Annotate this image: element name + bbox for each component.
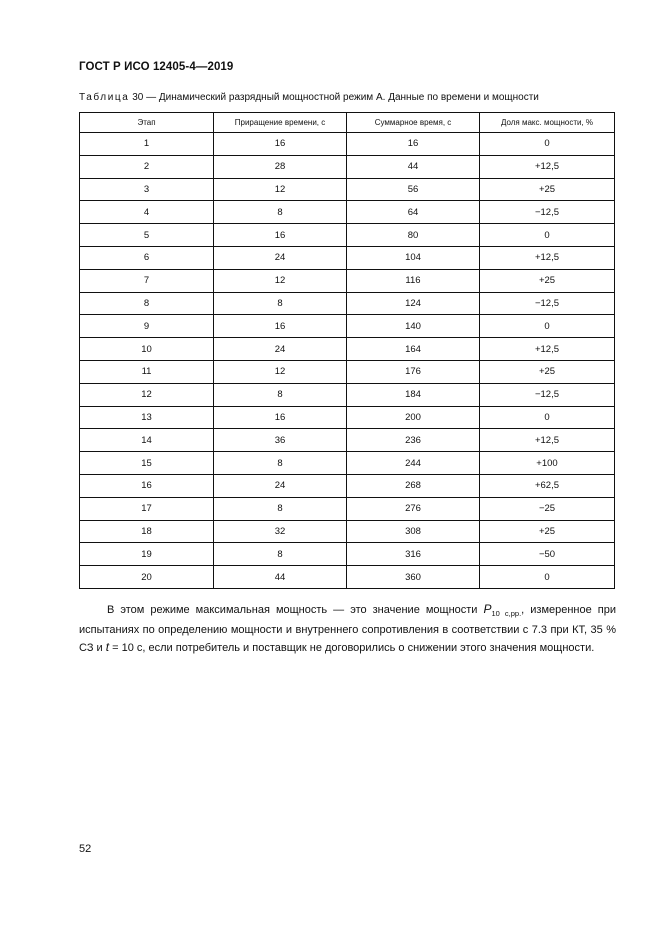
column-header-power-fraction: Доля макс. мощности, % bbox=[480, 113, 615, 133]
table-cell: 200 bbox=[347, 406, 480, 429]
paragraph-text-1: В этом режиме максимальная мощность — это значение мощности bbox=[107, 604, 484, 616]
table-cell: +25 bbox=[480, 360, 615, 383]
table-cell: 6 bbox=[80, 246, 214, 269]
table-row bbox=[80, 406, 615, 429]
table-cell: 64 bbox=[347, 201, 480, 224]
table-row bbox=[80, 292, 615, 315]
table-cell: 360 bbox=[347, 566, 480, 589]
table-cell: −12,5 bbox=[480, 383, 615, 406]
table-cell: 24 bbox=[214, 474, 347, 497]
table-row bbox=[80, 338, 615, 361]
table-cell: 236 bbox=[347, 429, 480, 452]
table-cell: 0 bbox=[480, 224, 615, 247]
table-cell: 16 bbox=[80, 474, 214, 497]
column-header-cumulative-time: Суммарное время, с bbox=[347, 113, 480, 133]
table-row bbox=[80, 474, 615, 497]
power-symbol: P bbox=[483, 602, 492, 616]
table-cell: 268 bbox=[347, 474, 480, 497]
table-cell: 15 bbox=[80, 452, 214, 475]
caption-label: Таблица bbox=[79, 92, 130, 103]
table-cell: 7 bbox=[80, 269, 214, 292]
paragraph-text-3: = 10 с, если потребитель и поставщик не договорились о снижении этого значения мощности. bbox=[109, 642, 595, 655]
table-cell: 4 bbox=[80, 201, 214, 224]
table-cell: 28 bbox=[214, 155, 347, 178]
table-cell: 12 bbox=[214, 360, 347, 383]
table-cell: 44 bbox=[214, 566, 347, 589]
table-cell: −12,5 bbox=[480, 292, 615, 315]
table-cell: 8 bbox=[214, 201, 347, 224]
table-cell: 0 bbox=[480, 566, 615, 589]
table-row bbox=[80, 452, 615, 475]
table-row bbox=[80, 201, 615, 224]
body-paragraph bbox=[79, 601, 616, 657]
table-row bbox=[80, 155, 615, 178]
table-cell: 308 bbox=[347, 520, 480, 543]
table-cell: 11 bbox=[80, 360, 214, 383]
table-cell: 9 bbox=[80, 315, 214, 338]
table-cell: 8 bbox=[214, 292, 347, 315]
table-cell: 116 bbox=[347, 269, 480, 292]
table-row bbox=[80, 520, 615, 543]
table-body bbox=[80, 133, 615, 589]
table-cell: +25 bbox=[480, 178, 615, 201]
table-row bbox=[80, 360, 615, 383]
caption-text: 30 — Динамический разрядный мощностной режим А. Данные по времени и мощности bbox=[129, 92, 539, 103]
time-symbol: t bbox=[105, 640, 110, 655]
table-cell: 19 bbox=[80, 543, 214, 566]
table-cell: 176 bbox=[347, 360, 480, 383]
table-cell: 17 bbox=[80, 497, 214, 520]
table-cell: 16 bbox=[214, 315, 347, 338]
table-cell: 8 bbox=[214, 383, 347, 406]
table-cell: 0 bbox=[480, 406, 615, 429]
table-row bbox=[80, 246, 615, 269]
table-cell: 316 bbox=[347, 543, 480, 566]
table-cell: 16 bbox=[214, 406, 347, 429]
table-cell: +12,5 bbox=[480, 429, 615, 452]
table-cell: 276 bbox=[347, 497, 480, 520]
table-cell: 8 bbox=[214, 452, 347, 475]
table-cell: 5 bbox=[80, 224, 214, 247]
table-cell: 1 bbox=[80, 133, 214, 156]
table-cell: 20 bbox=[80, 566, 214, 589]
table-row bbox=[80, 315, 615, 338]
table-cell: 44 bbox=[347, 155, 480, 178]
table-cell: 16 bbox=[214, 133, 347, 156]
table-cell: 13 bbox=[80, 406, 214, 429]
column-header-stage: Этап bbox=[80, 113, 214, 133]
table-cell: 14 bbox=[80, 429, 214, 452]
table-cell: 8 bbox=[80, 292, 214, 315]
table-cell: +62,5 bbox=[480, 474, 615, 497]
table-cell: 16 bbox=[347, 133, 480, 156]
table-cell: 0 bbox=[480, 133, 615, 156]
table-cell: 140 bbox=[347, 315, 480, 338]
table-row bbox=[80, 133, 615, 156]
table-cell: 0 bbox=[480, 315, 615, 338]
table-cell: +12,5 bbox=[480, 155, 615, 178]
table-cell: 18 bbox=[80, 520, 214, 543]
data-table bbox=[79, 112, 615, 589]
table-cell: 80 bbox=[347, 224, 480, 247]
table-cell: 36 bbox=[214, 429, 347, 452]
table-cell: +25 bbox=[480, 269, 615, 292]
table-cell: −50 bbox=[480, 543, 615, 566]
table-cell: 24 bbox=[214, 246, 347, 269]
table-cell: 244 bbox=[347, 452, 480, 475]
table-cell: 3 bbox=[80, 178, 214, 201]
table-cell: 8 bbox=[214, 497, 347, 520]
table-cell: 104 bbox=[347, 246, 480, 269]
table-cell: 16 bbox=[214, 224, 347, 247]
table-cell: 2 bbox=[80, 155, 214, 178]
power-subscript: 10 с,рр. bbox=[491, 609, 522, 619]
table-cell: 8 bbox=[214, 543, 347, 566]
table-caption bbox=[79, 92, 539, 103]
table-cell: 124 bbox=[347, 292, 480, 315]
table-cell: 10 bbox=[80, 338, 214, 361]
column-header-time-increment: Приращение времени, с bbox=[214, 113, 347, 133]
table-cell: 56 bbox=[347, 178, 480, 201]
table-cell: −25 bbox=[480, 497, 615, 520]
table-cell: 184 bbox=[347, 383, 480, 406]
page-number: 52 bbox=[79, 843, 92, 855]
table-cell: +12,5 bbox=[480, 246, 615, 269]
table-row bbox=[80, 429, 615, 452]
table-cell: 12 bbox=[214, 269, 347, 292]
table-cell: 12 bbox=[80, 383, 214, 406]
table-row bbox=[80, 178, 615, 201]
table-row bbox=[80, 269, 615, 292]
table-cell: 12 bbox=[214, 178, 347, 201]
table-cell: +12,5 bbox=[480, 338, 615, 361]
table-row bbox=[80, 224, 615, 247]
table-cell: +25 bbox=[480, 520, 615, 543]
paragraph-text-2: , измеренное при испытаниях по определению мощности и внутреннего сопротивления в соответствии с 7.3 при КТ, 35 % СЗ и bbox=[79, 604, 616, 655]
table-row bbox=[80, 543, 615, 566]
table-header-row bbox=[80, 113, 615, 133]
table-row bbox=[80, 497, 615, 520]
table-cell: +100 bbox=[480, 452, 615, 475]
table-cell: −12,5 bbox=[480, 201, 615, 224]
table-cell: 164 bbox=[347, 338, 480, 361]
document-header: ГОСТ Р ИСО 12405-4—2019 bbox=[79, 61, 234, 73]
table-row bbox=[80, 383, 615, 406]
table-cell: 24 bbox=[214, 338, 347, 361]
table-row bbox=[80, 566, 615, 589]
table-cell: 32 bbox=[214, 520, 347, 543]
